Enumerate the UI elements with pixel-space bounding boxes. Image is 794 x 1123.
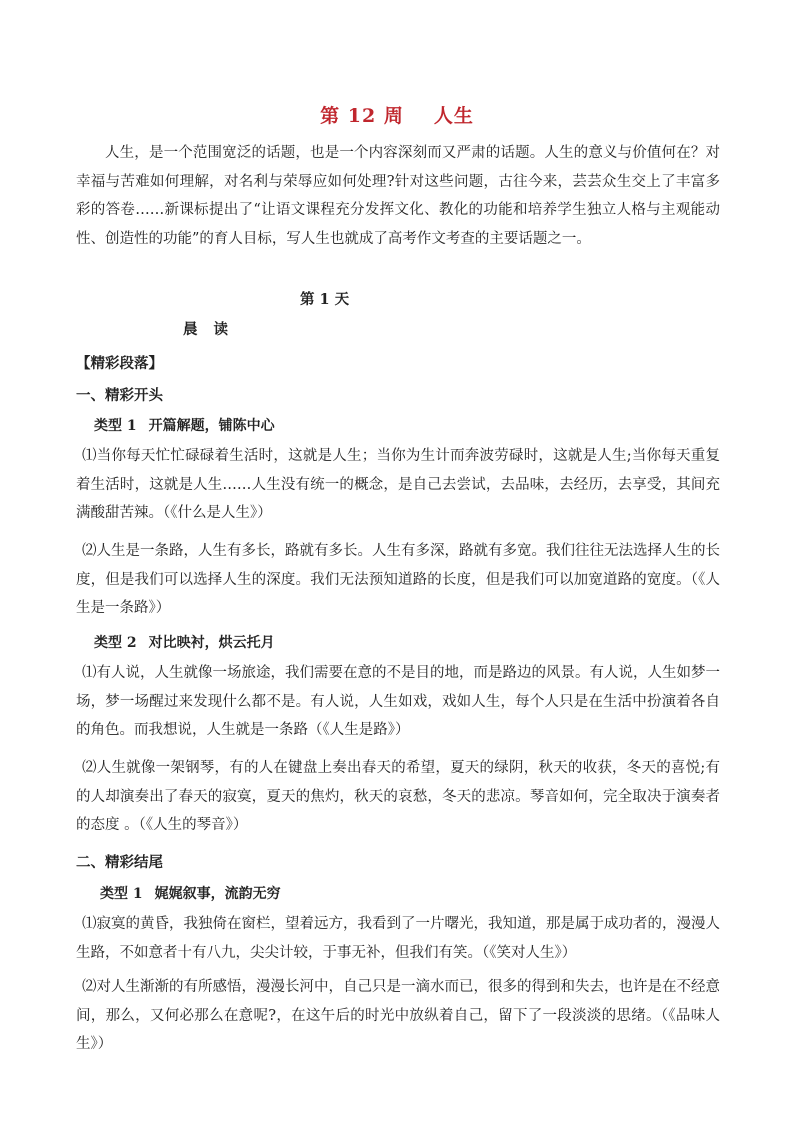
opening-type1-example-1: ⑴当你每天忙忙碌碌着生活时，这就是人生；当你为生计而奔波劳碌时，这就是人生;当你每天重复着生活时，这就是人生……人生没有统一的概念，是自己去尝试，去品味，去经历，去享受，其间充满酸甜苦辣。（《什么是人生》） [76, 448, 720, 521]
opening-type2-label: 类型 2 对比映衬，烘云托月 [94, 635, 275, 651]
intro-paragraph: 人生，是一个范围宽泛的话题，也是一个内容深刻而又严肃的话题。人生的意义与价值何在？对幸福与苦难如何理解，对名利与荣辱应如何处理?针对这些问题，古往今来，芸芸众生交上了丰富多彩的答卷……新课标提出了“让语文课程充分发挥文化、教化的功能和培养学生独立人格与主观能动性、创造性的功能”的育人目标，写人生也就成了高考作文考查的主要话题之一。 [76, 145, 720, 247]
title-topic: 人生 [433, 105, 474, 127]
opening-type2-example-2: ⑵人生就像一架钢琴，有的人在键盘上奏出春天的希望，夏天的绿阴，秋天的收获，冬天的喜悦;有的人却演奏出了春天的寂寞，夏天的焦灼，秋天的哀愁，冬天的悲凉。琴音如何，完全取决于演奏者的态度 。（《人生的琴音》） [76, 760, 720, 833]
page-title [0, 101, 794, 128]
ending-heading: 二、精彩结尾 [76, 854, 163, 871]
title-week: 第 12 周 [320, 105, 404, 127]
ending-type1-label: 类型 1 娓娓叙事，流韵无穷 [100, 886, 281, 902]
morning-reading-heading: 晨读 [183, 321, 244, 338]
ending-type1-example-1: ⑴寂寞的黄昏，我独倚在窗栏，望着远方，我看到了一片曙光，我知道，那是属于成功者的，漫漫人生路，不如意者十有八九，尖尖计较，于事无补，但我们有笑。（《笑对人生》） [76, 916, 720, 961]
opening-heading: 一、精彩开头 [76, 387, 163, 404]
opening-type1-label: 类型 1 开篇解题，铺陈中心 [94, 418, 275, 434]
opening-type2-example-1: ⑴有人说，人生就像一场旅途，我们需要在意的不是目的地，而是路边的风景。有人说，人生如梦一场，梦一场醒过来发现什么都不是。有人说，人生如戏，戏如人生，每个人只是在生活中扮演着各自的角色。而我想说，人生就是一条路（《人生是路》） [76, 665, 720, 738]
ending-type1-example-2: ⑵对人生渐渐的有所感悟，漫漫长河中，自己只是一滴水而已，很多的得到和失去，也许是在不经意间，那么，又何必那么在意呢?，在这午后的时光中放纵着自己，留下了一段淡淡的思绪。（《品味人生》） [76, 979, 720, 1052]
section-tag: 【精彩段落】 [76, 355, 163, 372]
day-heading: 第 1 天 [300, 291, 350, 308]
opening-type1-example-2: ⑵人生是一条路，人生有多长，路就有多长。人生有多深，路就有多宽。我们往往无法选择人生的长度，但是我们可以选择人生的深度。我们无法预知道路的长度，但是我们可以加宽道路的宽度。（《人生是一条路》） [76, 543, 720, 616]
